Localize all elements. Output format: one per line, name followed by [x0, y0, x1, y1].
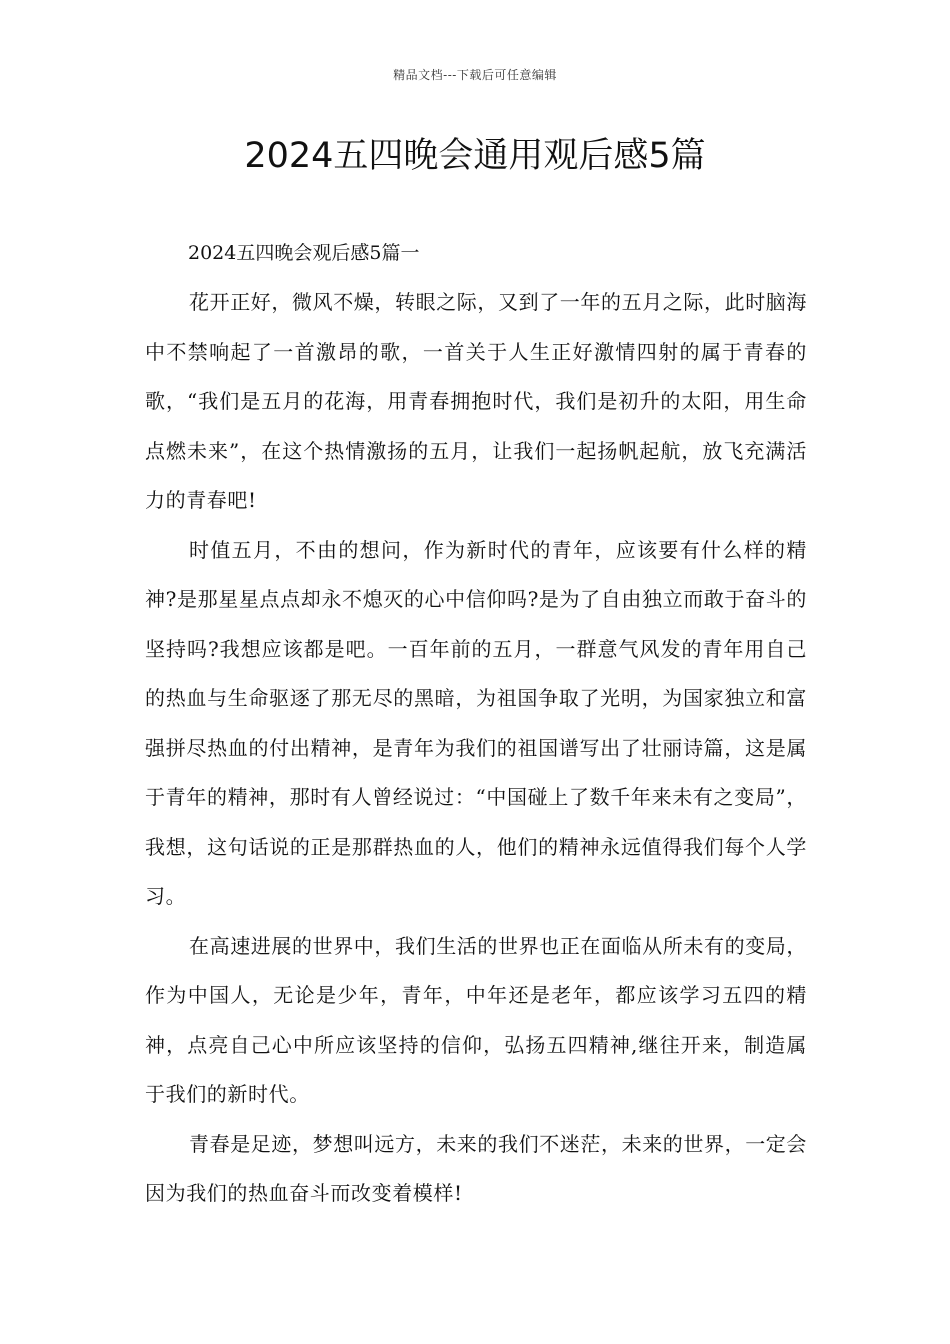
- paragraph-3: 在高速进展的世界中，我们生活的世界也正在面临从所未有的变局，作为中国人，无论是少年，青年，中年还是老年，都应该学习五四的精神，点亮自己心中所应该坚持的信仰，弘扬五四精神,继往开来，制造属于我们的新时代。: [145, 933, 807, 1106]
- paragraph-4: 青春是足迹，梦想叫远方，未来的我们不迷茫，未来的世界，一定会因为我们的热血奋斗而改变着模样!: [145, 1131, 807, 1205]
- section-heading: 2024五四晚会观后感5篇一: [188, 242, 420, 264]
- document-body: [145, 228, 807, 1219]
- header-note: 精品文档---下载后可任意编辑: [393, 68, 557, 82]
- paragraph-1: 花开正好，微风不燥，转眼之际，又到了一年的五月之际，此时脑海中不禁响起了一首激昂的歌，一首关于人生正好激情四射的属于青春的歌，“我们是五月的花海，用青春拥抱时代，我们是初升的太阳，用生命点燃未来”，在这个热情激扬的五月，让我们一起扬帆起航，放飞充满活力的青春吧!: [145, 290, 807, 512]
- paragraph-2: 时值五月，不由的想问，作为新时代的青年，应该要有什么样的精神?是那星星点点却永不熄灭的心中信仰吗?是为了自由独立而敢于奋斗的坚持吗?我想应该都是吧。一百年前的五月，一群意气风发的青年用自己的热血与生命驱逐了那无尽的黑暗，为祖国争取了光明，为国家独立和富强拼尽热血的付出精神，是青年为我们的祖国谱写出了壮丽诗篇，这是属于青年的精神，那时有人曾经说过：“中国碰上了数千年来未有之变局”，我想，这句话说的正是那群热血的人，他们的精神永远值得我们每个人学习。: [145, 537, 807, 908]
- document-title: 2024五四晚会通用观后感5篇: [244, 136, 706, 176]
